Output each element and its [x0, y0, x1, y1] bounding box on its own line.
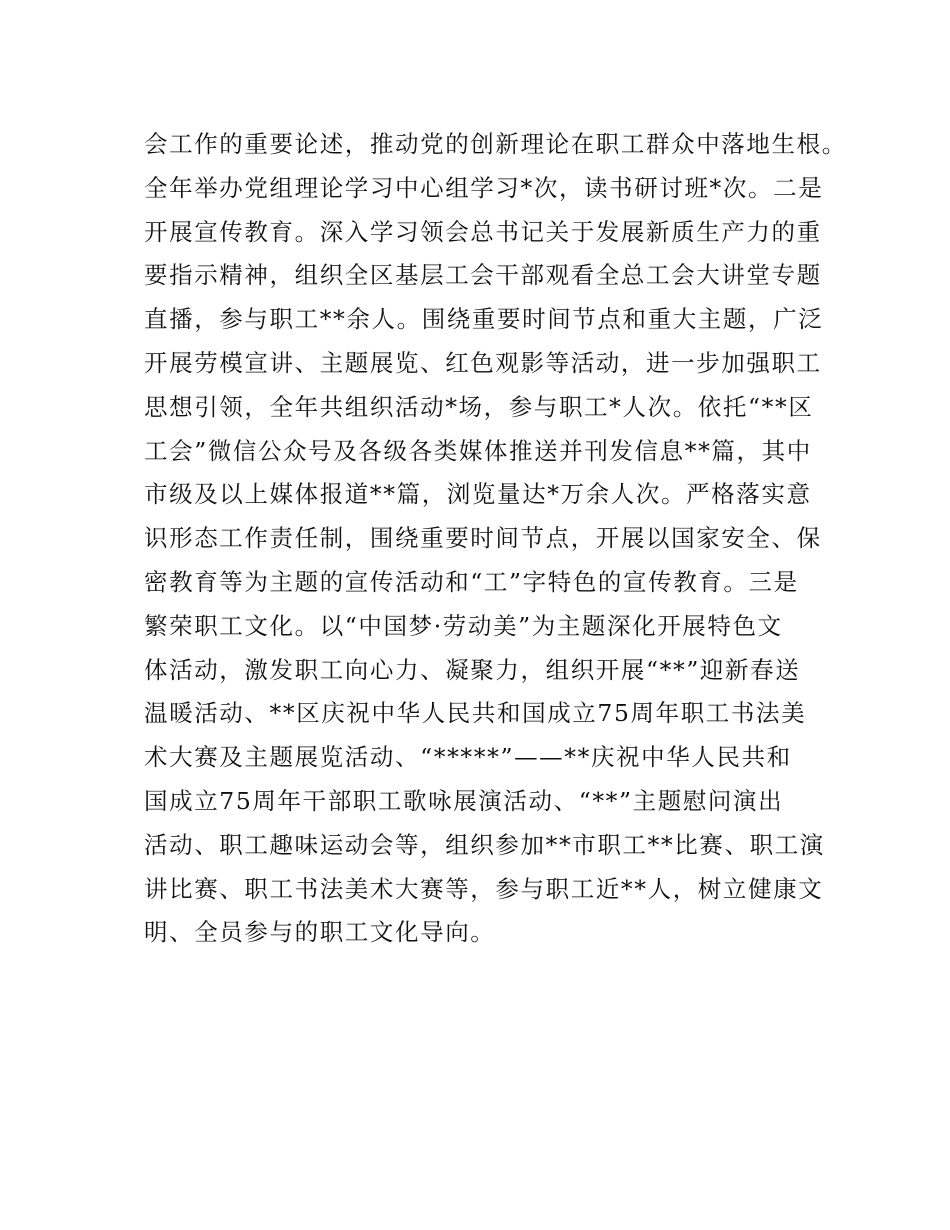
text-line: 直播，参与职工**余人。围绕重要时间节点和重大主题，广泛 [144, 305, 824, 334]
text-line: 识形态工作责任制，围绕重要时间节点，开展以国家安全、保 [144, 524, 822, 553]
text-line: 密教育等为主题的宣传活动和“工”字特色的宣传教育。三是 [144, 567, 799, 596]
text-line: 国成立75周年干部职工歌咏展演活动、“**”主题慰问演出 [144, 786, 784, 815]
text-line: 体活动，激发职工向心力、凝聚力，组织开展“**”迎新春送 [144, 655, 801, 684]
text-line: 讲比赛、职工书法美术大赛等，参与职工近**人，树立健康文 [144, 874, 824, 903]
body-text [144, 123, 847, 955]
text-line: 明、全员参与的职工文化导向。 [144, 918, 496, 947]
text-line: 术大赛及主题展览活动、“*****”——**庆祝中华人民共和 [144, 743, 792, 772]
text-line: 温暖活动、**区庆祝中华人民共和国成立75周年职工书法美 [144, 699, 807, 728]
text-line: 繁荣职工文化。以“中国梦·劳动美”为主题深化开展特色文 [144, 611, 783, 640]
text-line: 工会”微信公众号及各级各类媒体推送并刊发信息**篇，其中 [144, 436, 812, 465]
text-line: 开展宣传教育。深入学习领会总书记关于发展新质生产力的重 [144, 217, 822, 246]
text-line: 要指示精神，组织全区基层工会干部观看全总工会大讲堂专题 [144, 261, 822, 290]
text-line: 全年举办党组理论学习中心组学习*次，读书研讨班*次。二是 [144, 173, 824, 202]
text-line: 开展劳模宣讲、主题展览、红色观影等活动，进一步加强职工 [144, 348, 822, 377]
text-line: 思想引领，全年共组织活动*场，参与职工*人次。依托“**区 [144, 392, 814, 421]
text-line: 活动、职工趣味运动会等，组织参加**市职工**比赛、职工演 [144, 830, 825, 859]
text-line: 市级及以上媒体报道**篇，浏览量达*万余人次。严格落实意 [144, 480, 812, 509]
text-line: 会工作的重要论述，推动党的创新理论在职工群众中落地生根。 [144, 130, 847, 158]
